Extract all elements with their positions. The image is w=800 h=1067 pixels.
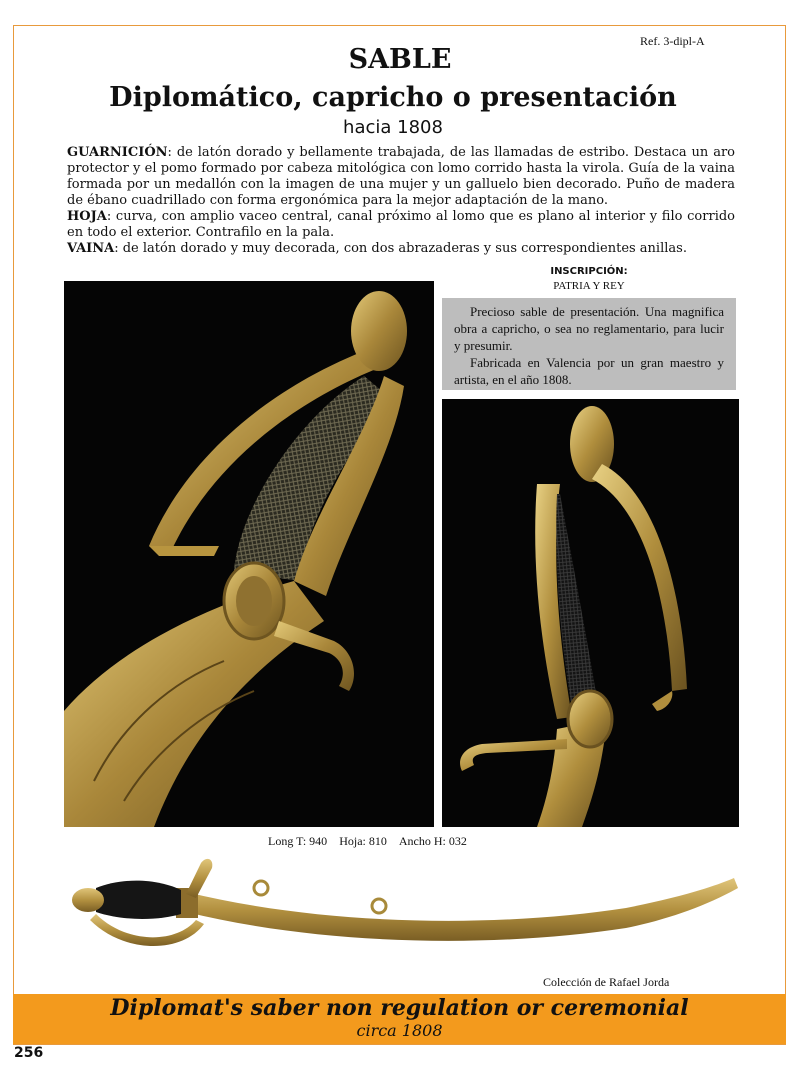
page-date: hacia 1808 [343, 117, 443, 138]
dimension-blade: Hoja: 810 [339, 834, 387, 848]
vaina-label: VAINA [67, 241, 115, 256]
dimensions [268, 834, 479, 849]
page-subtitle: Diplomático, capricho o presentación [109, 82, 677, 113]
hilt-side-illustration [442, 399, 739, 827]
reference-code: Ref. 3-dipl-A [640, 34, 705, 48]
hilt-closeup-illustration [64, 281, 434, 827]
hoja-label: HOJA [67, 209, 107, 224]
inscription-value: PATRIA Y REY [553, 280, 625, 292]
dimension-width: Ancho H: 032 [398, 834, 467, 848]
dimension-length: Long T: 940 [268, 834, 328, 848]
full-sabre-photo [66, 848, 738, 960]
guarnicion-label: GUARNICIÓN [67, 145, 168, 160]
english-title: Diplomat's saber non regulation or ceremonial [110, 995, 689, 1021]
presentation-note [442, 298, 736, 390]
note-paragraph-1: Precioso sable de presentación. Una magnifica obra a capricho, o sea no reglamentario, para lucir y presumir. [454, 304, 724, 353]
page-number: 256 [14, 1045, 44, 1061]
english-title-band [13, 994, 786, 1044]
hilt-side-photo [442, 399, 739, 827]
hilt-closeup-photo [64, 281, 434, 827]
guarnicion-text: : de latón dorado y bellamente trabajada, de las llamadas de estribo. Destaca un aro protector y el pomo formado por cabeza mitológica con lomo corrido hasta la virola. Guía de la vaina formada por un medallón con la imagen de una mujer y un galluelo bien decorado. Puño de madera de ébano cuadrillado con forma ergonómica para la mejor adaptación de la mano. [67, 145, 735, 208]
vaina-text: : de latón dorado y muy decorada, con dos abrazaderas y sus correspondientes anillas. [114, 241, 687, 256]
description-block [67, 145, 735, 257]
inscription-label: INSCRIPCIÓN: [550, 266, 628, 277]
english-subtitle: circa 1808 [356, 1021, 443, 1040]
note-paragraph-2: Fabricada en Valencia por un gran maestro y artista, en el año 1808. [454, 355, 724, 387]
hoja-text: : curva, con amplio vaceo central, canal próximo al lomo que es plano al interior y filo corrido en todo el exterior. Contrafilo en la pala. [67, 209, 735, 240]
page-title: SABLE [348, 44, 452, 75]
collection-credit: Colección de Rafael Jorda [543, 975, 670, 989]
